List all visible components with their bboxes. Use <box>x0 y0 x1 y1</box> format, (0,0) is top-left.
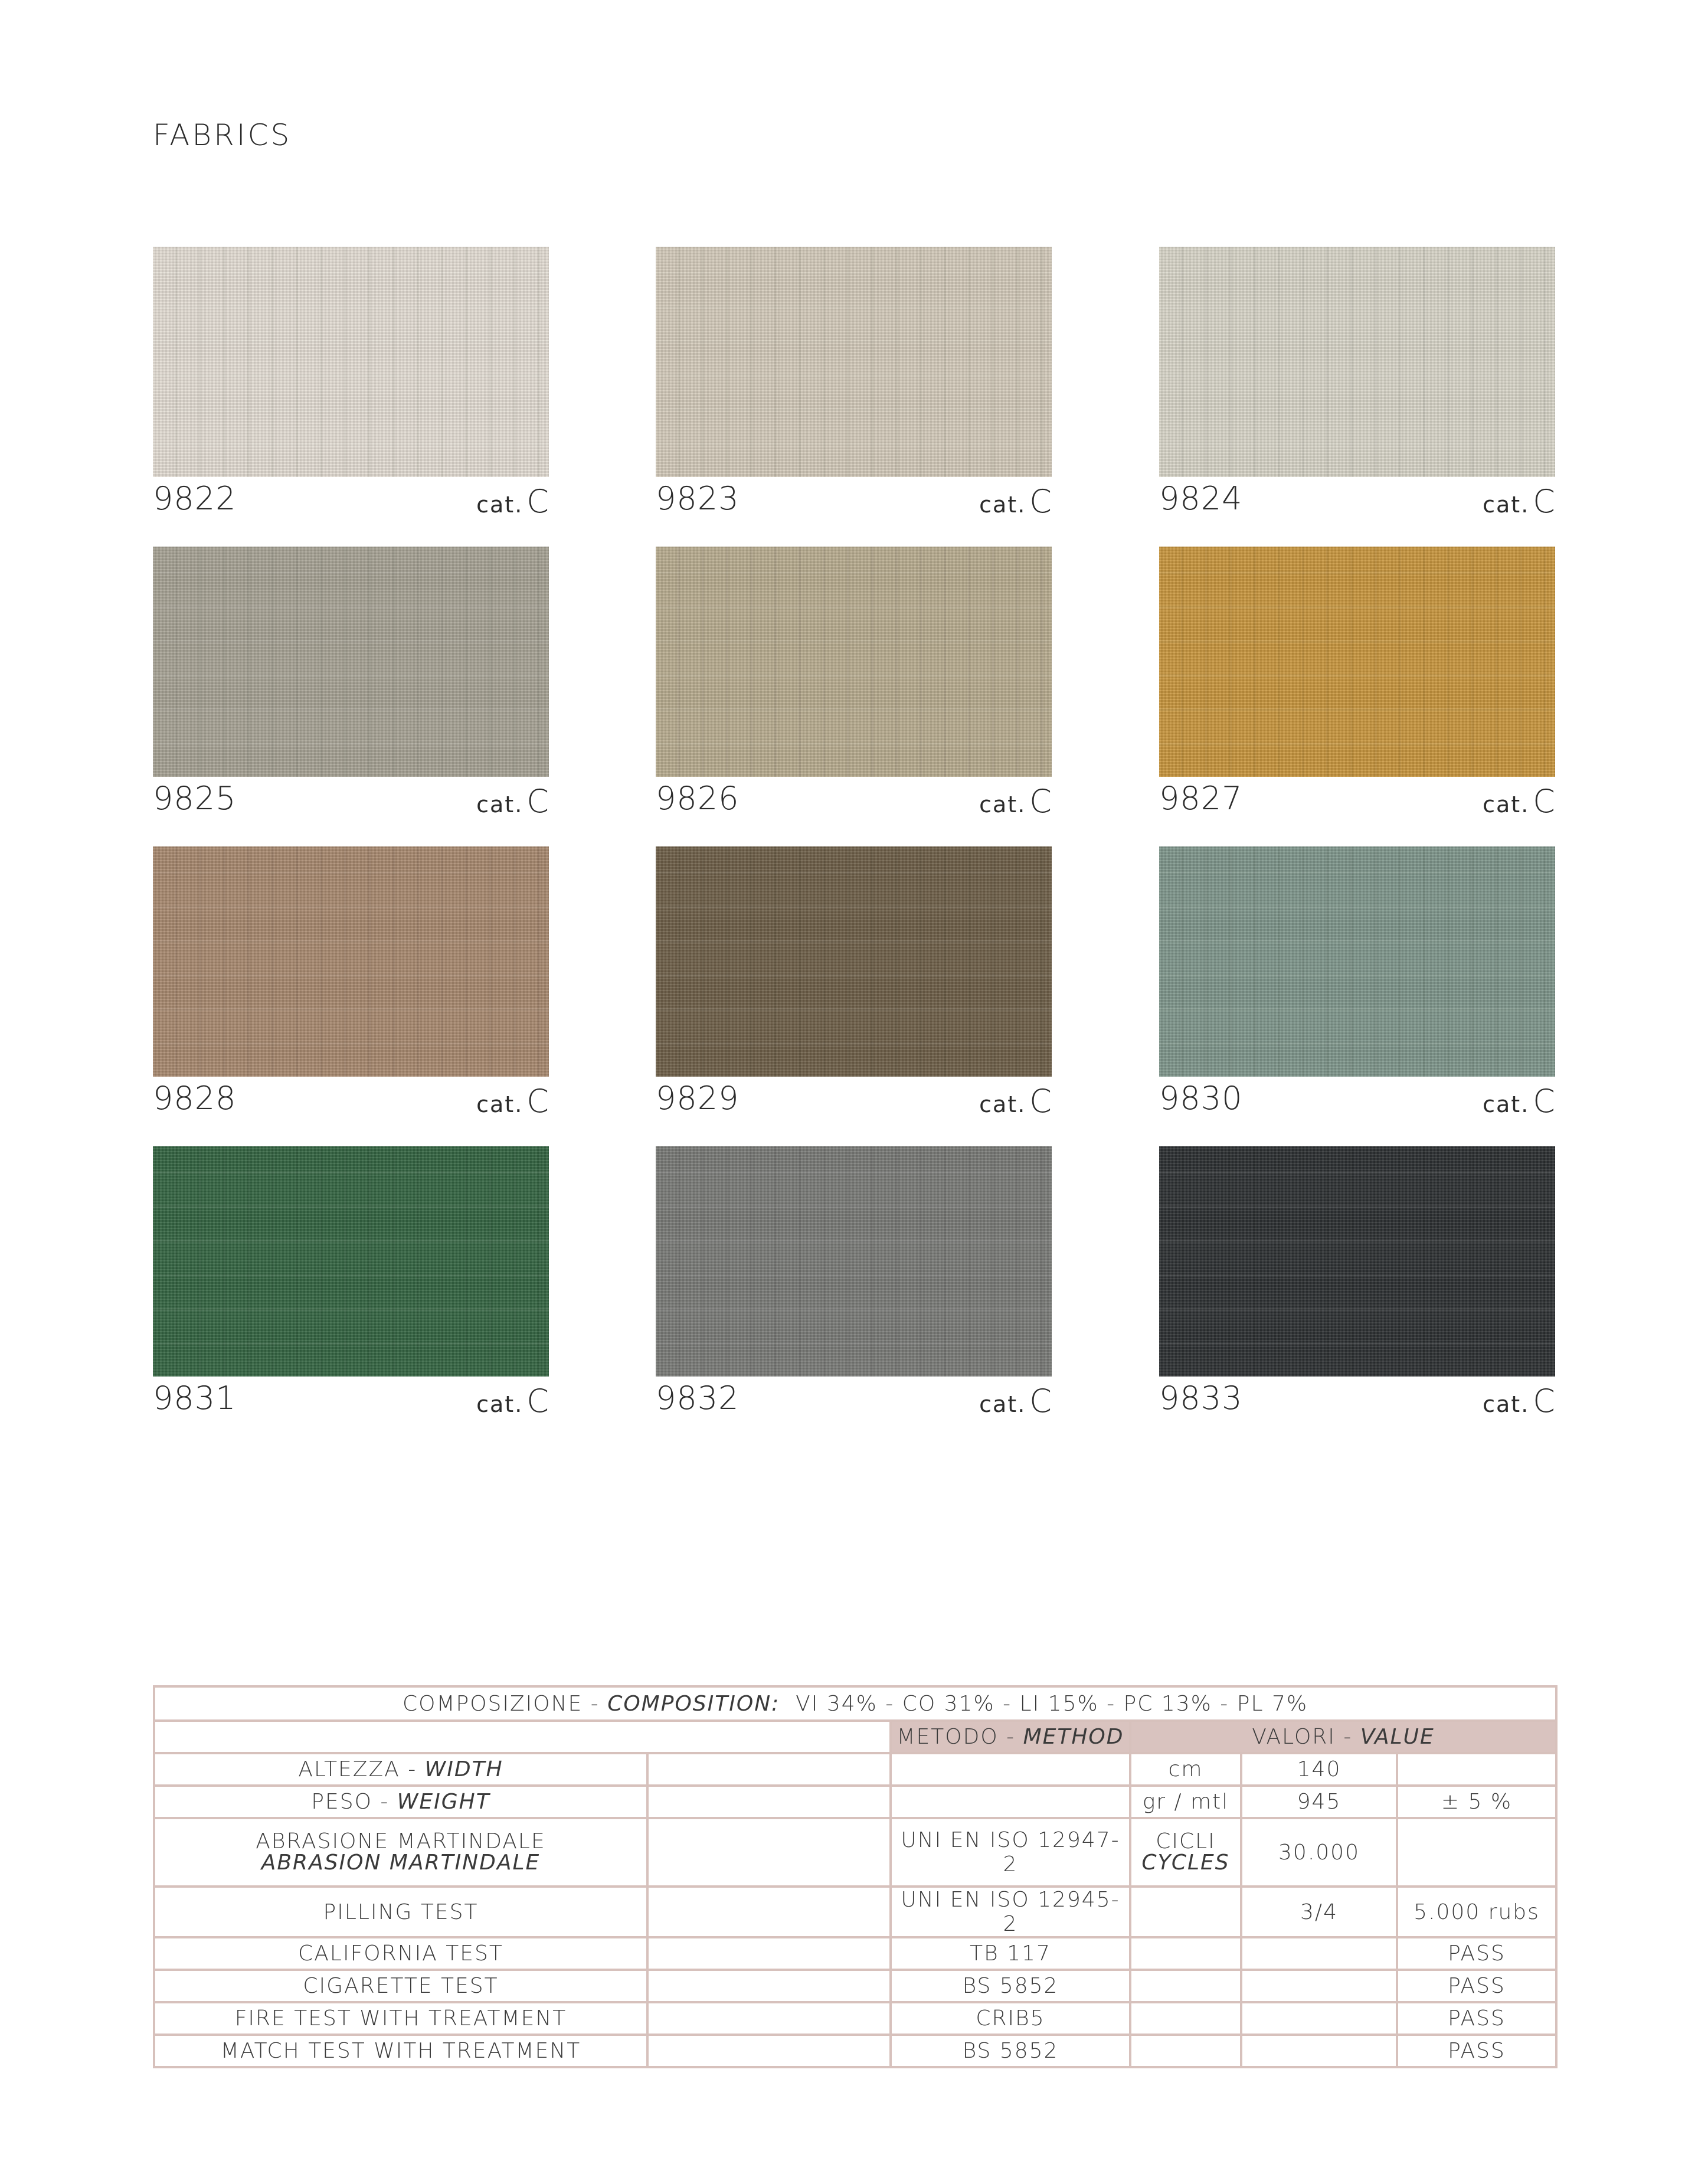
fabric-swatch-image[interactable] <box>1159 846 1555 1077</box>
category-value: C <box>1533 1083 1555 1120</box>
page-title: FABRICS <box>153 118 292 152</box>
blank-cell <box>647 1818 891 1887</box>
swatch-category <box>1483 1382 1555 1420</box>
swatch-category <box>1483 1083 1555 1120</box>
swatch-card[interactable] <box>1159 547 1555 836</box>
method-cell: CRIB5 <box>891 2002 1130 2035</box>
category-label: cat. <box>1483 1091 1530 1117</box>
category-value: C <box>1029 483 1052 520</box>
row-label: CALIFORNIA TEST <box>154 1937 647 1970</box>
table-row <box>154 1753 1556 1786</box>
category-label: cat. <box>979 792 1026 818</box>
label-en: WEIGHT <box>397 1790 490 1814</box>
category-label: cat. <box>476 792 523 818</box>
fabric-swatch-image[interactable] <box>153 1146 549 1377</box>
fabric-swatch-image[interactable] <box>656 846 1052 1077</box>
swatch-code: 9822 <box>153 480 237 517</box>
swatch-code: 9831 <box>153 1379 237 1417</box>
swatch-card[interactable] <box>153 1146 549 1436</box>
unit-it: CICLI <box>1156 1829 1216 1853</box>
tolerance-cell <box>1397 1818 1556 1887</box>
table-row <box>154 1970 1556 2002</box>
swatch-card[interactable] <box>656 247 1052 536</box>
composition-cell <box>154 1686 1556 1721</box>
swatch-category <box>979 783 1052 820</box>
table-row <box>154 2002 1556 2035</box>
tolerance-cell: ± 5 % <box>1397 1786 1556 1818</box>
swatch-card[interactable] <box>656 547 1052 836</box>
blank-cell <box>647 1786 891 1818</box>
method-header-label: METODO - <box>896 1725 1016 1749</box>
swatch-code: 9832 <box>656 1379 740 1417</box>
swatch-category <box>979 1382 1052 1420</box>
category-value: C <box>1029 783 1052 820</box>
unit-cell <box>1130 2035 1241 2067</box>
result-cell: PASS <box>1397 2002 1556 2035</box>
category-label: cat. <box>1483 1391 1530 1417</box>
blank-cell <box>647 2002 891 2035</box>
swatch-code: 9824 <box>1159 480 1243 517</box>
row-label: PILLING TEST <box>154 1887 647 1937</box>
unit-cell: gr / mtl <box>1130 1786 1241 1818</box>
swatch-code: 9826 <box>656 780 740 817</box>
category-label: cat. <box>1483 792 1530 818</box>
tolerance-cell <box>1397 1753 1556 1786</box>
fabric-swatch-image[interactable] <box>153 846 549 1077</box>
composition-row <box>154 1686 1556 1721</box>
method-cell <box>891 1753 1130 1786</box>
blank-cell <box>647 1937 891 1970</box>
category-value: C <box>526 483 549 520</box>
swatch-card[interactable] <box>1159 846 1555 1136</box>
value-header <box>1130 1721 1556 1753</box>
row-label: FIRE TEST WITH TREATMENT <box>154 2002 647 2035</box>
swatch-code: 9830 <box>1159 1080 1243 1117</box>
swatch-category <box>476 1382 549 1420</box>
swatch-code: 9825 <box>153 780 237 817</box>
row-label <box>154 1786 647 1818</box>
category-value: C <box>526 1083 549 1120</box>
row-label <box>154 1753 647 1786</box>
row-label <box>154 1818 647 1887</box>
specifications-table <box>153 1685 1558 2068</box>
fabric-swatch-image[interactable] <box>153 247 549 477</box>
value-cell <box>1241 1970 1397 2002</box>
value-cell <box>1241 1937 1397 1970</box>
category-value: C <box>526 1382 549 1420</box>
header-empty-cell <box>154 1721 891 1753</box>
swatch-code: 9823 <box>656 480 740 517</box>
category-label: cat. <box>979 492 1026 518</box>
label-it: ABRASIONE MARTINDALE <box>256 1829 546 1853</box>
category-value: C <box>526 783 549 820</box>
swatch-card[interactable] <box>656 846 1052 1136</box>
result-cell: PASS <box>1397 2035 1556 2067</box>
fabric-swatch-image[interactable] <box>1159 247 1555 477</box>
swatch-card[interactable] <box>1159 1146 1555 1436</box>
method-cell: UNI EN ISO 12947-2 <box>891 1818 1130 1887</box>
swatch-category <box>476 1083 549 1120</box>
method-cell: TB 117 <box>891 1937 1130 1970</box>
swatch-category <box>1483 783 1555 820</box>
table-row <box>154 1818 1556 1887</box>
header-row <box>154 1721 1556 1753</box>
method-cell: BS 5852 <box>891 2035 1130 2067</box>
swatch-card[interactable] <box>153 846 549 1136</box>
tolerance-cell: 5.000 rubs <box>1397 1887 1556 1937</box>
fabric-swatch-image[interactable] <box>1159 547 1555 777</box>
table-row <box>154 1887 1556 1937</box>
value-cell: 3/4 <box>1241 1887 1397 1937</box>
swatch-card[interactable] <box>1159 247 1555 536</box>
swatch-grid <box>153 247 1555 1427</box>
result-cell: PASS <box>1397 1937 1556 1970</box>
label-en: ABRASION MARTINDALE <box>261 1851 541 1875</box>
value-header-label-en: VALUE <box>1360 1725 1435 1749</box>
category-label: cat. <box>476 1091 523 1117</box>
blank-cell <box>647 2035 891 2067</box>
method-header-label-en: METHOD <box>1023 1725 1124 1749</box>
value-cell: 30.000 <box>1241 1818 1397 1887</box>
row-label: CIGARETTE TEST <box>154 1970 647 2002</box>
fabric-swatch-image[interactable] <box>153 547 549 777</box>
value-cell <box>1241 2035 1397 2067</box>
value-header-label: VALORI - <box>1252 1725 1353 1749</box>
category-label: cat. <box>979 1091 1026 1117</box>
category-value: C <box>1533 1382 1555 1420</box>
result-cell: PASS <box>1397 1970 1556 2002</box>
unit-cell <box>1130 1818 1241 1887</box>
composition-label: COMPOSIZIONE - <box>402 1691 600 1716</box>
unit-en: CYCLES <box>1141 1851 1230 1875</box>
composition-label-en: COMPOSITION: <box>607 1691 780 1716</box>
unit-cell: cm <box>1130 1753 1241 1786</box>
unit-cell <box>1130 1970 1241 2002</box>
swatch-category <box>979 1083 1052 1120</box>
swatch-card[interactable] <box>153 247 549 536</box>
swatch-category <box>476 483 549 520</box>
fabric-swatch-image[interactable] <box>656 547 1052 777</box>
category-value: C <box>1533 783 1555 820</box>
method-cell: UNI EN ISO 12945-2 <box>891 1887 1130 1937</box>
table-row <box>154 1937 1556 1970</box>
fabric-swatch-image[interactable] <box>1159 1146 1555 1377</box>
unit-cell <box>1130 2002 1241 2035</box>
category-label: cat. <box>476 1391 523 1417</box>
blank-cell <box>647 1887 891 1937</box>
category-value: C <box>1029 1083 1052 1120</box>
value-cell <box>1241 2002 1397 2035</box>
fabric-swatch-image[interactable] <box>656 247 1052 477</box>
category-label: cat. <box>476 492 523 518</box>
value-cell: 140 <box>1241 1753 1397 1786</box>
swatch-code: 9833 <box>1159 1379 1243 1417</box>
fabric-swatch-image[interactable] <box>656 1146 1052 1377</box>
label-it: ALTEZZA - <box>298 1757 417 1781</box>
method-cell <box>891 1786 1130 1818</box>
swatch-category <box>979 483 1052 520</box>
composition-value: VI 34% - CO 31% - LI 15% - PC 13% - PL 7% <box>796 1691 1308 1716</box>
label-it: PESO - <box>311 1790 390 1814</box>
swatch-code: 9827 <box>1159 780 1243 817</box>
method-cell: BS 5852 <box>891 1970 1130 2002</box>
swatch-code: 9829 <box>656 1080 740 1117</box>
category-value: C <box>1029 1382 1052 1420</box>
category-label: cat. <box>979 1391 1026 1417</box>
label-en: WIDTH <box>424 1757 503 1781</box>
table-row <box>154 2035 1556 2067</box>
category-value: C <box>1533 483 1555 520</box>
blank-cell <box>647 1753 891 1786</box>
blank-cell <box>647 1970 891 2002</box>
swatch-card[interactable] <box>656 1146 1052 1436</box>
table-row <box>154 1786 1556 1818</box>
swatch-card[interactable] <box>153 547 549 836</box>
swatch-category <box>476 783 549 820</box>
row-label: MATCH TEST WITH TREATMENT <box>154 2035 647 2067</box>
method-header <box>891 1721 1130 1753</box>
value-cell: 945 <box>1241 1786 1397 1818</box>
category-label: cat. <box>1483 492 1530 518</box>
unit-cell <box>1130 1937 1241 1970</box>
swatch-code: 9828 <box>153 1080 237 1117</box>
unit-cell <box>1130 1887 1241 1937</box>
swatch-category <box>1483 483 1555 520</box>
